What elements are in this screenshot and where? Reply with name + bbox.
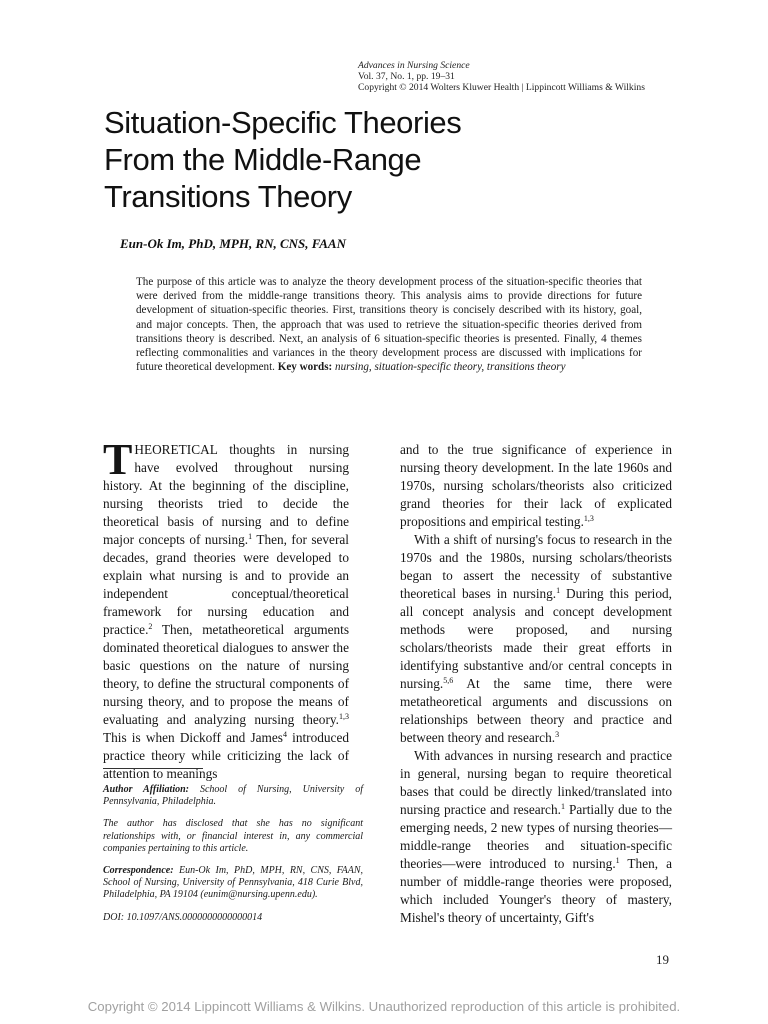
text-run: Then, a number of middle-range theories were proposed, which included Younger's theory of mastery, Mishel's theory of uncertainty, Gift's <box>400 856 672 925</box>
correspondence-text: Eun-Ok Im, PhD, MPH, RN, CNS, FAAN, School of Nursing, University of Pennsylvania, 418 Curie Blvd, Philadelphia, PA 19104 (eunim@nursing.upenn.edu). <box>103 865 363 901</box>
journal-volume: Vol. 37, No. 1, pp. 19–31 <box>358 71 455 82</box>
title-line-1: Situation-Specific Theories <box>104 105 462 140</box>
text-run: During this period, all concept analysis and concept development methods were proposed, and nursing scholars/theorists made their great efforts in identifying substantive and/or central concepts in nursing. <box>400 586 672 691</box>
journal-name: Advances in Nursing Science <box>358 60 470 71</box>
affiliation-label: Author Affiliation: <box>103 784 189 795</box>
footnotes <box>103 784 363 934</box>
correspondence <box>103 865 363 902</box>
text-run: This is when Dickoff and James <box>103 730 283 745</box>
drop-cap: T <box>103 435 133 484</box>
title-line-3: Transitions Theory <box>104 179 352 214</box>
text-run: HEORETICAL thoughts in nursing have evolved throughout nursing history. At the beginning of the discipline, nursing theorists tried to decide the theoretical basis of nursing and to define major concepts of nursing. <box>103 442 349 547</box>
paragraph <box>400 531 672 747</box>
text-run: Partially due to the emerging needs, 2 new types of nursing theories—middle-range theories and situation-specific theories—were introduced to nursing. <box>400 802 672 871</box>
citation: 1,3 <box>583 514 594 523</box>
paragraph <box>103 435 349 783</box>
article-author: Eun-Ok Im, PhD, MPH, RN, CNS, FAAN <box>120 236 346 251</box>
affiliation-text: School of Nursing, University of Pennsylvania, Philadelphia. <box>103 784 363 808</box>
citation: 4 <box>282 730 287 739</box>
author-affiliation <box>103 784 363 808</box>
text-run: and to the true significance of experience in nursing theory development. In the late 1960s and 1970s, nursing scholars/theorists also criticized grand theories for their lack of explicated propositions and empirical testing. <box>400 442 672 529</box>
text-run: Then, metatheoretical arguments dominated theoretical dialogues to answer the basic questions on the nature of nursing theory, to define the structural components of nursing theory, and to propose the means of evaluating and analyzing nursing theory. <box>103 622 349 727</box>
body-column-left <box>103 435 349 783</box>
citation: 1,3 <box>339 712 349 721</box>
page-number: 19 <box>656 952 669 967</box>
citation: 1 <box>560 802 565 811</box>
keywords-label: Key words: <box>277 361 333 374</box>
journal-copyright: Copyright © 2014 Wolters Kluwer Health | Lippincott Williams & Wilkins <box>358 82 645 93</box>
abstract-text: The purpose of this article was to analyze the theory development process of the situation-specific theories that were derived from the middle-range transitions theory. This analysis aims to provide directions for future development of situation-specific theories. First, transitions theory is concisely described with its history, goal, and major concepts. Then, the approach that was used to retrieve the situation-specific theories derived from transitions theory is described. Next, an analysis of 6 situation-specific theories is presented. Finally, 4 themes reflecting commonalities and variances in the theory development process are discussed with implications for future theoretical development. <box>136 276 642 374</box>
citation: 3 <box>555 730 560 739</box>
article-title <box>104 104 664 215</box>
citation: 1 <box>248 532 253 541</box>
text-run: With advances in nursing research and practice in general, nursing began to require theoretical bases that could be directly linked/translated into nursing practice and research. <box>400 748 672 817</box>
citation: 1 <box>556 586 561 595</box>
doi: DOI: 10.1097/ANS.0000000000000014 <box>103 911 263 923</box>
journal-header <box>358 60 645 93</box>
citation: 5,6 <box>443 676 454 685</box>
text-run: Then, for several decades, grand theories were developed to explain what nursing is and to provide an independent conceptual/theoretical framework for nursing education and practice. <box>103 532 349 637</box>
citation: 1 <box>615 856 620 865</box>
paragraph <box>400 441 672 531</box>
title-line-2: From the Middle-Range <box>104 142 422 177</box>
disclosure: The author has disclosed that she has no significant relationships with, or financial interest in, any commercial companies pertaining to this article. <box>103 818 363 854</box>
text-run: introduced practice theory while criticizing the lack of attention to meanings <box>103 730 349 781</box>
paragraph <box>400 747 672 927</box>
text-run: With a shift of nursing's focus to research in the 1970s and the 1980s, nursing scholars/theorists began to assert the necessity of substantive theoretical bases in nursing. <box>400 532 672 601</box>
correspondence-label: Correspondence: <box>103 865 174 877</box>
text-run: At the same time, there were metatheoretical arguments and discussions on relationships between theory and practice and between theory and research. <box>400 676 672 745</box>
copyright-notice: Copyright © 2014 Lippincott Williams & Wilkins. Unauthorized reproduction of this article is prohibited. <box>87 999 681 1014</box>
keywords: nursing, situation-specific theory, transitions theory <box>332 361 566 374</box>
body-column-right <box>400 441 672 927</box>
footnote-divider <box>103 768 203 769</box>
citation: 2 <box>148 622 153 631</box>
abstract <box>136 275 642 374</box>
